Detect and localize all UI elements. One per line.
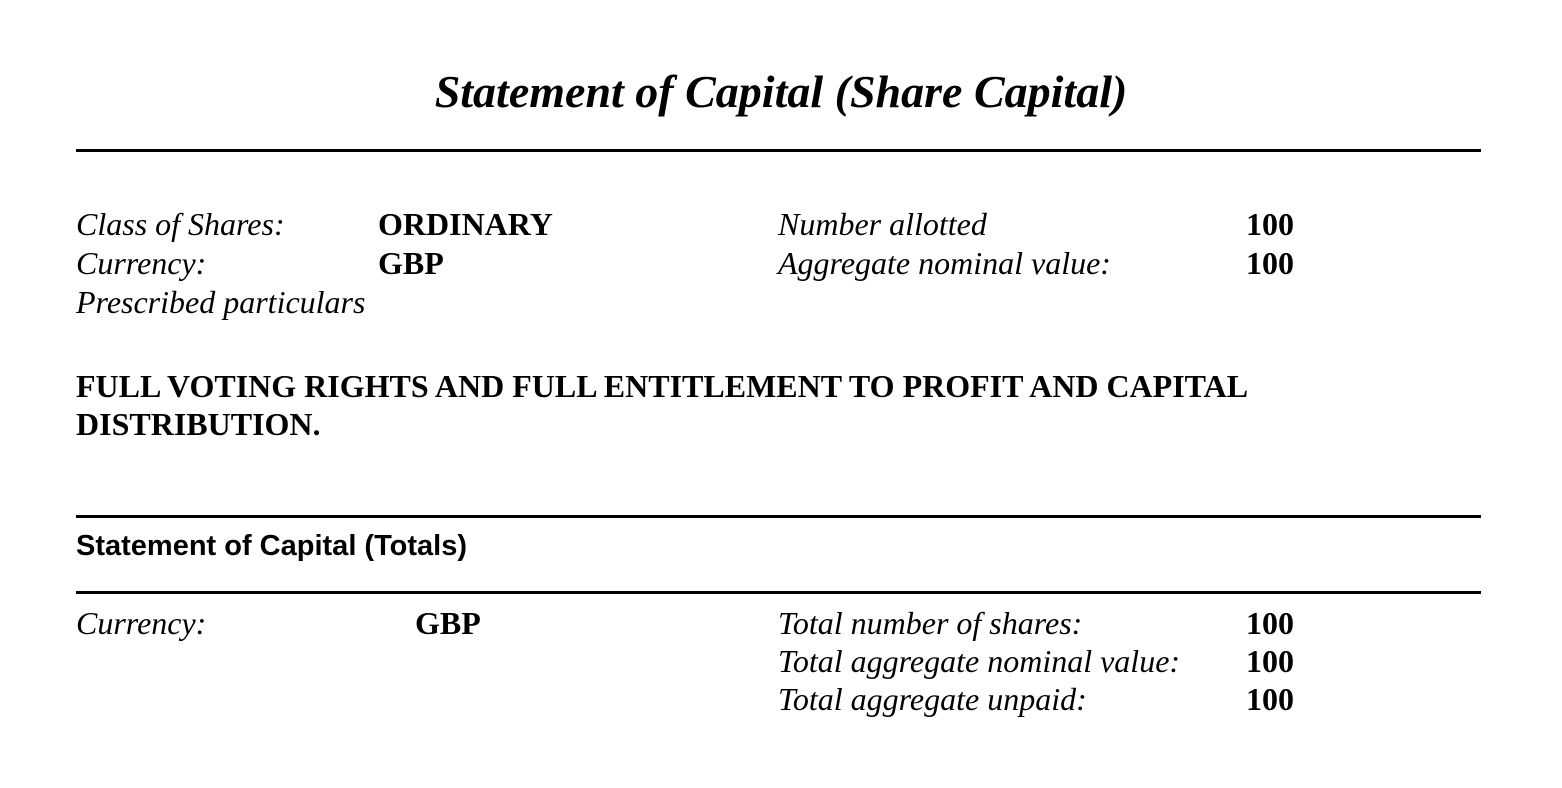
- currency-label: Currency:: [76, 245, 207, 281]
- total-shares-label: Total number of shares:: [778, 605, 1083, 641]
- number-allotted-label: Number allotted: [778, 206, 987, 242]
- prescribed-particulars-text: FULL VOTING RIGHTS AND FULL ENTITLEMENT TO PROFIT AND CAPITAL DISTRIBUTION.: [76, 368, 1247, 442]
- totals-currency-value: GBP: [415, 605, 481, 641]
- number-allotted-value: 100: [1246, 206, 1294, 242]
- class-of-shares-label: Class of Shares:: [76, 206, 285, 242]
- aggregate-nominal-label: Aggregate nominal value:: [778, 245, 1111, 281]
- total-unpaid-value: 100: [1246, 681, 1294, 717]
- title-divider: [76, 149, 1481, 152]
- totals-bottom-divider: [76, 591, 1481, 594]
- totals-heading: Statement of Capital (Totals): [76, 530, 467, 562]
- total-nominal-value: 100: [1246, 643, 1294, 679]
- class-of-shares-value: ORDINARY: [378, 206, 553, 242]
- totals-top-divider: [76, 515, 1481, 518]
- total-shares-value: 100: [1246, 605, 1294, 641]
- total-unpaid-label: Total aggregate unpaid:: [778, 681, 1087, 717]
- page-title: Statement of Capital (Share Capital): [434, 66, 1128, 117]
- aggregate-nominal-value: 100: [1246, 245, 1294, 281]
- prescribed-particulars-label: Prescribed particulars: [76, 284, 366, 320]
- currency-value: GBP: [378, 245, 444, 281]
- totals-currency-label: Currency:: [76, 605, 207, 641]
- total-nominal-label: Total aggregate nominal value:: [778, 643, 1181, 679]
